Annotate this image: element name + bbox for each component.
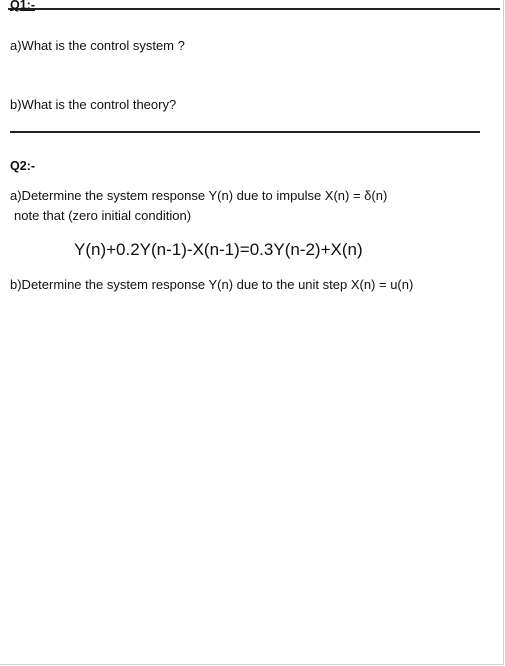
- q2-part-a-note: note that (zero initial condition): [14, 208, 192, 223]
- q1-part-a: a)What is the control system ?: [10, 38, 185, 53]
- section-divider: [10, 131, 480, 133]
- q2-heading: Q2:-: [10, 159, 35, 173]
- top-divider: [8, 8, 500, 10]
- q1-heading: Q1:-: [10, 0, 35, 12]
- q1-part-b: b)What is the control theory?: [10, 97, 177, 112]
- q2-equation: Y(n)+0.2Y(n-1)-X(n-1)=0.3Y(n-2)+X(n): [74, 240, 363, 259]
- q2-part-a: a)Determine the system response Y(n) due to impulse X(n) = δ(n): [10, 188, 388, 203]
- q2-part-b: b)Determine the system response Y(n) due to the unit step X(n) = u(n): [10, 277, 414, 292]
